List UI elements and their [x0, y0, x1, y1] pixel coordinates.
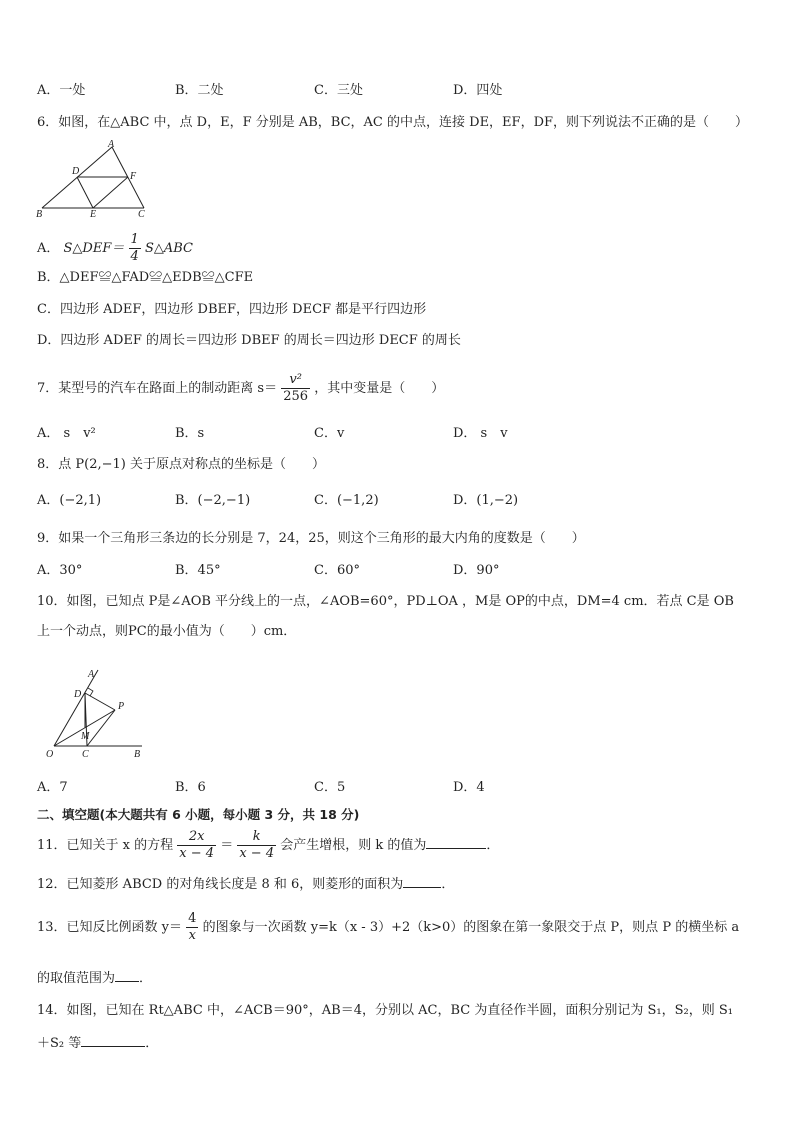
q10-label-m: M [81, 731, 90, 742]
q7-options [37, 425, 637, 443]
q13-fraction [186, 911, 198, 944]
q5-option-b: B．二处 [175, 83, 224, 98]
q7-stem [37, 371, 444, 407]
q10-label-p: P [118, 701, 125, 712]
q7-stem-after: ，其中变量是（ ） [314, 381, 445, 396]
q10-segment-pd [85, 693, 115, 710]
q11-fraction-2 [237, 829, 276, 862]
q6-option-a-prefix: A． [37, 241, 60, 256]
q8-option-b: B．(−2,−1) [175, 493, 251, 508]
q9-stem: 9．如果一个三角形三条边的长分别是 7，24，25，则这个三角形的最大内角的度数是（ ） [37, 531, 585, 546]
q11-end-dot: ． [486, 838, 500, 853]
q10-options [37, 779, 637, 797]
q14-line2 [37, 1032, 158, 1053]
q13-before: 13．已知反比例函数 y＝ [37, 920, 183, 935]
q10-label-b: B [134, 749, 141, 760]
q12-end-dot: ． [441, 877, 455, 892]
q8-options [37, 492, 637, 510]
q5-options [37, 82, 637, 100]
q11-fraction-1-den: x − 4 [179, 846, 215, 861]
q13-line1 [37, 910, 739, 946]
q6-segment-ef [93, 177, 128, 208]
q6-option-c: C．四边形 ADEF，四边形 DBEF，四边形 DECF 都是平行四边形 [37, 302, 427, 317]
q6-option-a-rhs: S△ABC [144, 241, 193, 256]
q13-fraction-den: x [188, 928, 196, 943]
q10-stem-line2: 上一个动点，则PC的最小值为（ ）cm． [37, 624, 297, 639]
q6-stem: 6．如图，在△ABC 中，点 D，E，F 分别是 AB，BC，AC 的中点，连接 DE，EF，DF，则下列说法不正确的是（ ） [37, 115, 749, 130]
q7-option-c: C．v [314, 426, 345, 441]
q10-label-o: O [46, 749, 54, 760]
q6-option-a [37, 232, 193, 265]
q6-label-f: F [130, 171, 137, 182]
q8-stem: 8．点 P(2,−1) 关于原点对称点的坐标是（ ） [37, 457, 325, 472]
q10-figure [40, 664, 152, 762]
q6-option-b: B．△DEF≌△FAD≌△EDB≌△CFE [37, 270, 254, 285]
q10-label-c: C [82, 749, 89, 760]
q10-label-d: D [74, 689, 82, 700]
q6-fraction-num: 1 [130, 232, 139, 247]
q7-stem-before: 7．某型号的汽车在路面上的制动距离 s＝ [37, 381, 278, 396]
q8-option-c: C．(−1,2) [314, 493, 379, 508]
q6-label-b: B [36, 209, 43, 220]
q11-fraction-2-den: x − 4 [239, 846, 275, 861]
q13-line2-text: 的取值范围为 [37, 971, 116, 986]
q13-end-dot: ． [139, 971, 153, 986]
q7-option-d: D． s v [453, 426, 508, 441]
q14-line2-text: ＋S₂ 等 [37, 1036, 82, 1051]
q7-fraction [281, 372, 310, 405]
q7-fraction-num: v² [281, 372, 310, 389]
q11-fraction-2-num: k [237, 829, 276, 846]
q6-option-a-lhs: S△DEF＝ [63, 241, 125, 256]
q11-answer-blank[interactable] [426, 834, 486, 849]
q6-option-d: D．四边形 ADEF 的周长＝四边形 DBEF 的周长＝四边形 DECF 的周长 [37, 333, 461, 348]
q6-fraction [129, 232, 141, 265]
q12 [37, 873, 454, 894]
q7-option-a: A． s v² [37, 426, 96, 441]
q11-fraction-1-num: 2x [177, 829, 216, 846]
q12-text: 12．已知菱形 ABCD 的对角线长度是 8 和 6，则菱形的面积为 [37, 877, 404, 892]
q10-stem-line1: 10．如图，已知点 P是∠AOB 平分线上的一点，∠AOB=60°，PD⊥OA ，M是 OP的中点，DM=4 cm．若点 C是 OB [37, 594, 734, 609]
q14-answer-blank[interactable] [81, 1032, 145, 1047]
q10-option-b: B．6 [175, 780, 206, 795]
q5-option-d: D．四处 [453, 83, 503, 98]
section2-title: 二、填空题(本大题共有 6 小题，每小题 3 分，共 18 分) [37, 807, 360, 822]
q11-equals: ＝ [220, 838, 234, 853]
q11-before: 11．已知关于 x 的方程 [37, 838, 174, 853]
q11-after: 会产生增根，则 k 的值为 [280, 838, 427, 853]
q9-option-c: C．60° [314, 563, 360, 578]
q10-option-c: C．5 [314, 780, 346, 795]
q10-label-a: A [88, 669, 95, 680]
q10-segment-pc [87, 710, 115, 746]
q7-option-b: B．s [175, 426, 205, 441]
q5-option-c: C．三处 [314, 83, 363, 98]
q7-fraction-den: 256 [283, 389, 309, 404]
q14-line1: 14．如图，已知在 Rt△ABC 中，∠ACB＝90°，AB＝4，分别以 AC，BC 为直径作半圆，面积分别记为 S₁，S₂，则 S₁ [37, 1003, 733, 1018]
q6-figure [34, 138, 154, 220]
q11-fraction-1 [177, 829, 216, 862]
q6-label-e: E [90, 209, 97, 220]
q8-option-d: D．(1,−2) [453, 493, 519, 508]
q9-option-b: B．45° [175, 563, 221, 578]
q13-fraction-num: 4 [188, 911, 197, 926]
q9-options [37, 562, 637, 580]
q10-option-a: A．7 [37, 780, 68, 795]
q13-after: 的图象与一次函数 y=k（x - 3）+2（k>0）的图象在第一象限交于点 P，则点 P 的横坐标 a [202, 920, 740, 935]
q11 [37, 828, 499, 864]
q10-option-d: D．4 [453, 780, 485, 795]
q6-label-a: A [108, 139, 115, 150]
q9-option-a: A．30° [37, 563, 83, 578]
q10-ray-oa [54, 670, 98, 746]
q9-option-d: D．90° [453, 563, 500, 578]
q14-end-dot: ． [145, 1036, 159, 1051]
q6-fraction-den: 4 [130, 249, 139, 264]
q8-option-a: A．(−2,1) [37, 493, 102, 508]
q13-answer-blank[interactable] [115, 967, 139, 982]
q6-segment-de [77, 177, 93, 208]
q13-line2 [37, 967, 152, 988]
q5-option-a: A．一处 [37, 83, 86, 98]
q6-label-d: D [72, 166, 80, 177]
q6-label-c: C [138, 209, 145, 220]
q12-answer-blank[interactable] [403, 873, 441, 888]
